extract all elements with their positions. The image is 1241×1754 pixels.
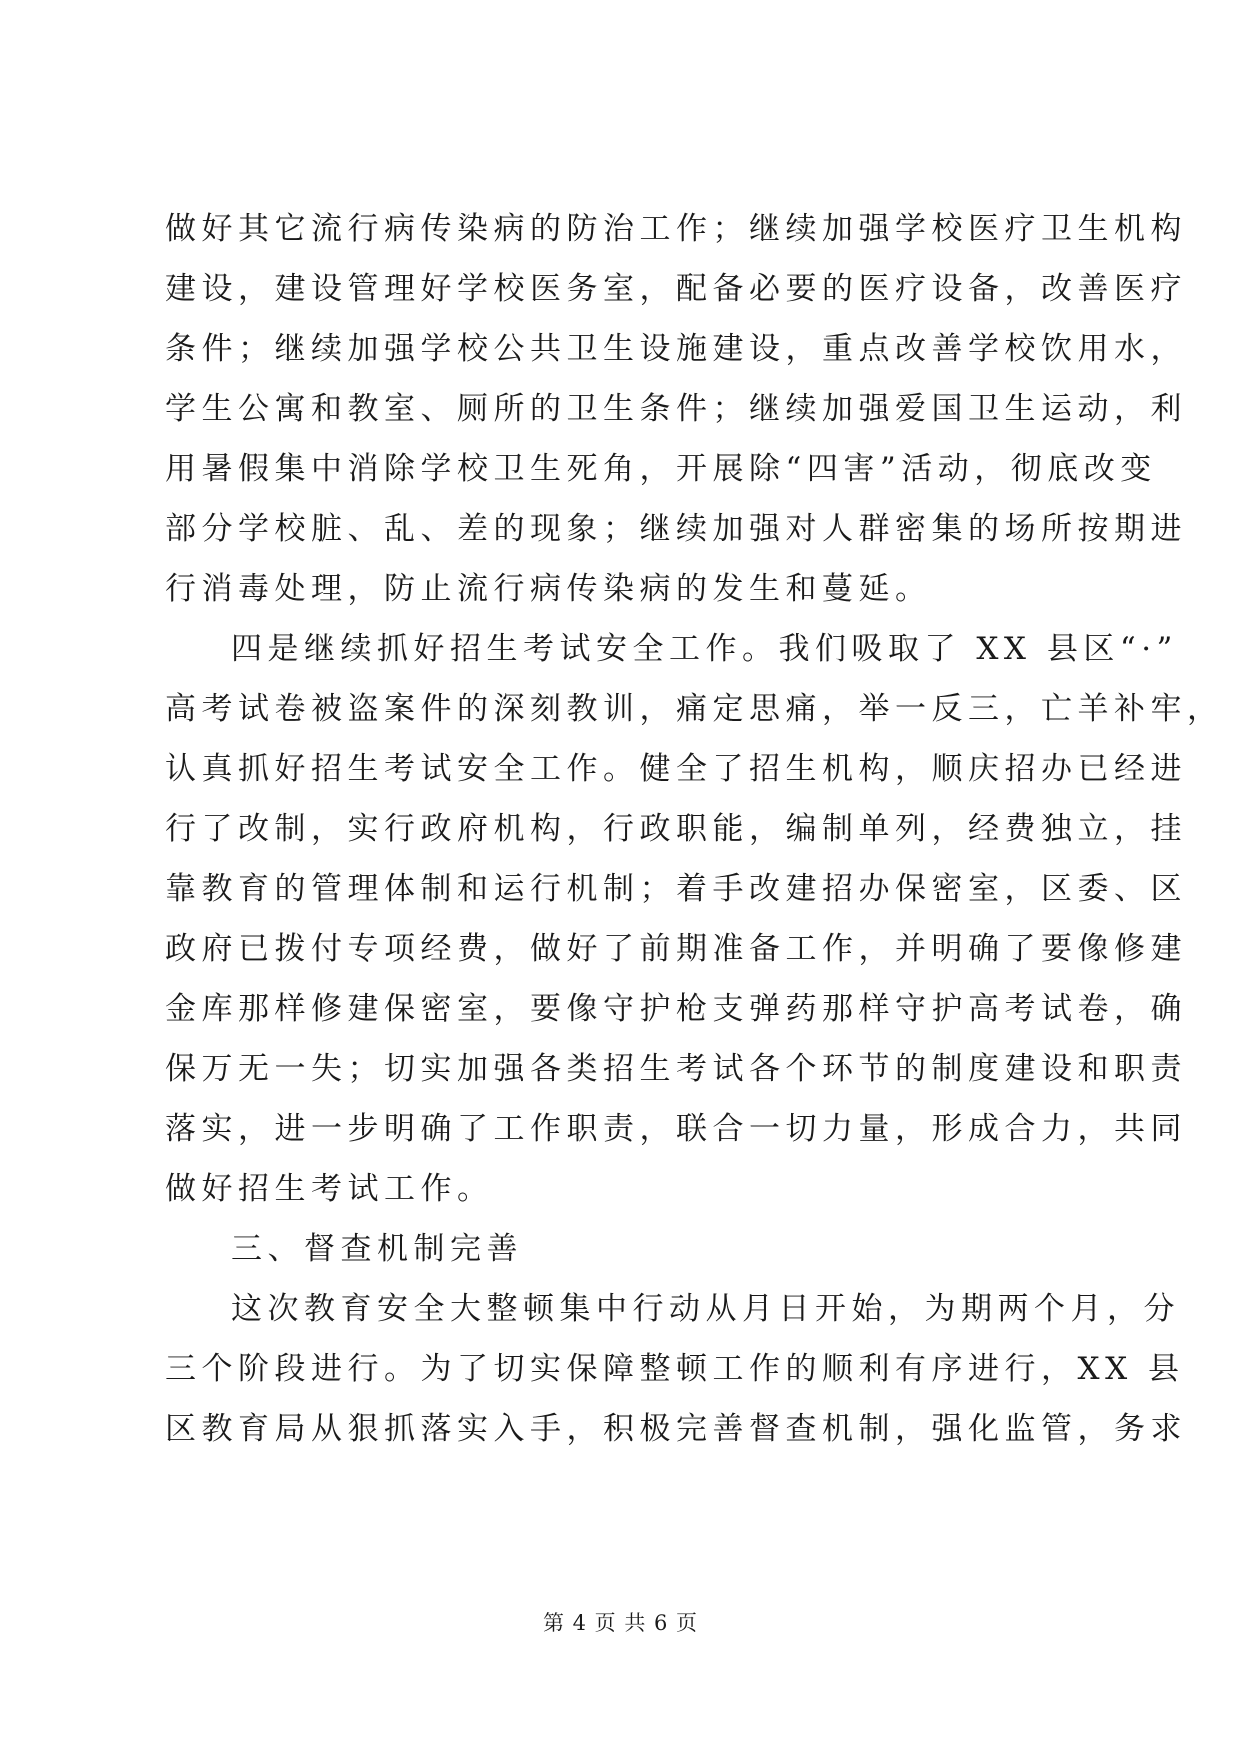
text-line: 做好招生考试工作。 <box>165 1171 494 1207</box>
text-line: 条件；继续加强学校公共卫生设施建设，重点改善学校饮用水， <box>165 331 1187 367</box>
text-line: 金库那样修建保密室，要像守护枪支弹药那样守护高考试卷，确 <box>165 991 1187 1027</box>
text-line: 高考试卷被盗案件的深刻教训，痛定思痛，举一反三，亡羊补牢， <box>165 691 1224 727</box>
text-line: 行消毒处理，防止流行病传染病的发生和蔓延。 <box>165 571 932 607</box>
paragraph-start-line: 四是继续抓好招生考试安全工作。我们吸取了 XX 县区“·” <box>231 631 1178 667</box>
text-line: 政府已拨付专项经费，做好了前期准备工作，并明确了要像修建 <box>165 931 1187 967</box>
page-number-footer: 第 4 页 共 6 页 <box>542 1611 699 1635</box>
text-line: 学生公寓和教室、厕所的卫生条件；继续加强爱国卫生运动，利 <box>165 391 1187 427</box>
text-line: 三个阶段进行。为了切实保障整顿工作的顺利有序进行，XX 县 <box>165 1351 1185 1387</box>
section-heading: 三、督查机制完善 <box>231 1231 523 1267</box>
text-line: 认真抓好招生考试安全工作。健全了招生机构，顺庆招办已经进 <box>165 751 1187 787</box>
text-line: 落实，进一步明确了工作职责，联合一切力量，形成合力，共同 <box>165 1111 1187 1147</box>
text-line: 靠教育的管理体制和运行机制；着手改建招办保密室，区委、区 <box>165 871 1187 907</box>
text-line: 部分学校脏、乱、差的现象；继续加强对人群密集的场所按期进 <box>165 511 1187 547</box>
paragraph-start-line: 这次教育安全大整顿集中行动从月日开始，为期两个月，分 <box>231 1291 1180 1327</box>
text-line: 区教育局从狠抓落实入手，积极完善督查机制，强化监管，务求 <box>165 1411 1187 1447</box>
text-line: 用暑假集中消除学校卫生死角，开展除“四害”活动，彻底改变 <box>165 451 1157 487</box>
text-line: 保万无一失；切实加强各类招生考试各个环节的制度建设和职责 <box>165 1051 1187 1087</box>
text-line: 行了改制，实行政府机构，行政职能，编制单列，经费独立，挂 <box>165 811 1187 847</box>
text-line: 做好其它流行病传染病的防治工作；继续加强学校医疗卫生机构 <box>165 211 1187 247</box>
text-line: 建设，建设管理好学校医务室，配备必要的医疗设备，改善医疗 <box>165 271 1187 307</box>
